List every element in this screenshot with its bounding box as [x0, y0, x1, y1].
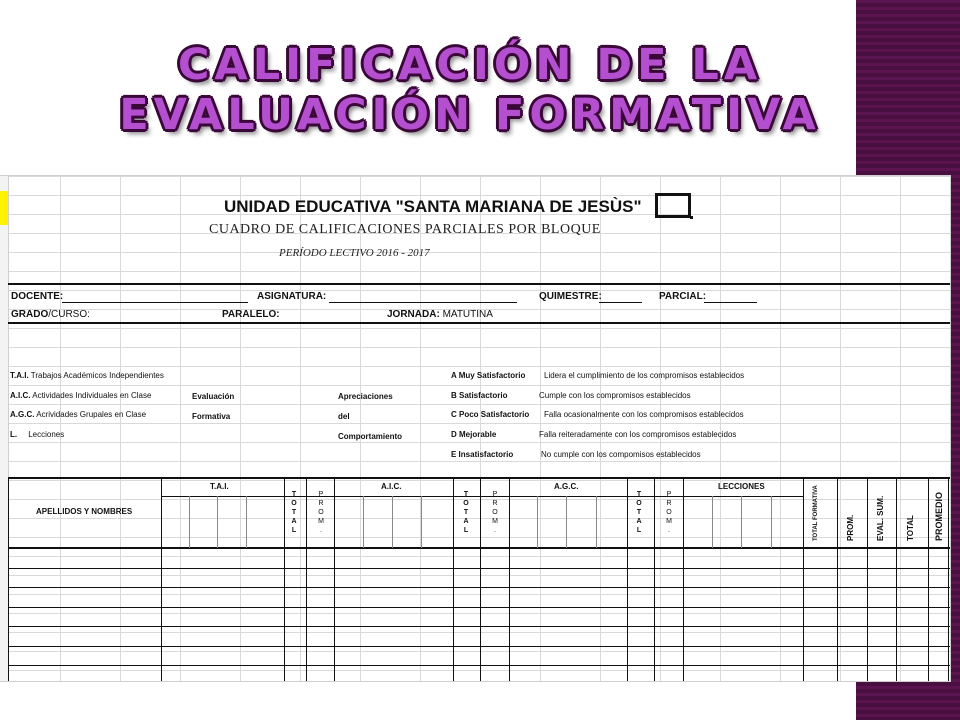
scale-level: D Mejorable: [451, 430, 497, 439]
legend-abbr: L.: [10, 430, 18, 439]
scale-level: B Satisfactorio: [451, 391, 508, 400]
field-grado: [11, 309, 90, 320]
column-line: [480, 477, 481, 681]
column-line: [189, 496, 190, 548]
legend-item: [10, 430, 64, 439]
column-line: [596, 496, 597, 548]
divider-line: [8, 283, 950, 285]
school-name: UNIDAD EDUCATIVA "SANTA MARIANA DE JESÙS": [224, 197, 642, 216]
legend-abbr: T.A.I.: [10, 371, 29, 380]
column-line: [928, 477, 929, 681]
prom-vertical-aic: P R O M .: [492, 491, 498, 534]
scale-desc: No cumple con los compomisos establecidos: [541, 450, 701, 459]
field-asignatura: ASIGNATURA:: [257, 291, 327, 302]
column-line: [837, 477, 838, 681]
column-line: [771, 496, 772, 548]
column-line: [334, 477, 335, 681]
scale-level: A Muy Satisfactorio: [451, 371, 526, 380]
table-row: [8, 568, 950, 569]
field-jornada-value: MATUTINA: [442, 309, 493, 320]
prom-vertical-tai: P R O M .: [318, 491, 324, 534]
total-formativa-header: TOTAL FORMATIVA: [813, 485, 819, 541]
prom-header: PROM.: [846, 514, 855, 541]
column-line: [566, 496, 567, 548]
field-paralelo: PARALELO:: [222, 309, 280, 320]
slide-title-line-1: CALIFICACIÓN DE LA: [177, 40, 763, 90]
column-line: [284, 477, 285, 681]
checkbox-icon: [655, 193, 691, 218]
column-line: [867, 477, 868, 681]
legend-del: del: [338, 412, 350, 421]
legend-item: [10, 371, 164, 380]
column-line: [453, 477, 454, 681]
column-line: [683, 477, 684, 681]
column-line: [896, 477, 897, 681]
table-row: [8, 626, 950, 627]
legend-formativa: Formativa: [192, 412, 231, 421]
total-vertical-aic: T O T A L: [463, 491, 469, 534]
scale-desc: Falla ocasionalmente con los compromisos establecidos: [544, 410, 744, 419]
scale-desc: Cumple con los compromisos establecidos: [539, 391, 691, 400]
table-row: [8, 646, 950, 647]
parcial-underline: [704, 302, 757, 303]
scale-desc: Falla reiteradamente con los compromisos establecidos: [539, 430, 737, 439]
legend-evaluacion: Evaluación: [192, 392, 235, 401]
legend-text: Lecciones: [28, 430, 65, 439]
legend-abbr: A.I.C.: [10, 391, 31, 400]
table-row: [8, 587, 950, 588]
docente-underline: [62, 302, 248, 303]
group-aic: A.I.C.: [381, 482, 402, 491]
column-line: [306, 477, 307, 681]
column-line: [161, 477, 162, 681]
legend-apreciaciones: Apreciaciones: [338, 392, 393, 401]
column-line: [948, 477, 949, 681]
total-vertical-tai: T O T A L: [291, 491, 297, 534]
column-line: [803, 477, 804, 681]
column-line: [712, 496, 713, 548]
field-jornada-label: JORNADA:: [387, 309, 440, 320]
column-line: [741, 496, 742, 548]
table-top-border: [8, 477, 950, 479]
slide-title-line-2: EVALUACIÓN FORMATIVA: [119, 90, 821, 140]
legend-item: [10, 410, 146, 419]
column-line: [509, 477, 510, 681]
group-tai: T.A.I.: [210, 482, 229, 491]
total-header: TOTAL: [906, 515, 915, 541]
spreadsheet-image: [0, 176, 950, 681]
selected-cell-highlight: [0, 191, 8, 225]
field-jornada: [387, 309, 493, 320]
legend-abbr: A.G.C.: [10, 410, 35, 419]
scale-level: E Insatisfactorio: [451, 450, 514, 459]
column-line: [363, 496, 364, 548]
field-docente: DOCENTE:: [11, 291, 64, 302]
legend-comportamiento: Comportamiento: [338, 432, 402, 441]
asignatura-underline: [329, 302, 517, 303]
legend-text: Trabajos Académicos Independientes: [30, 371, 164, 380]
sheet-subtitle: CUADRO DE CALIFICACIONES PARCIALES POR BLOQUE: [209, 222, 601, 237]
names-header: APELLIDOS Y NOMBRES: [36, 507, 133, 516]
column-line: [421, 496, 422, 548]
eval-sum-header: EVAL. SUM.: [876, 495, 885, 541]
table-row: [8, 665, 950, 666]
school-period: PERÍODO LECTIVO 2016 - 2017: [279, 247, 430, 259]
column-line: [246, 496, 247, 548]
column-line: [627, 477, 628, 681]
field-quimestre: QUIMESTRE:: [539, 291, 602, 302]
total-vertical-agc: T O T A L: [636, 491, 642, 534]
field-grado-label: GRADO: [11, 309, 49, 320]
column-line: [537, 496, 538, 548]
legend-item: [10, 391, 151, 400]
table-header-bottom-border: [8, 547, 950, 549]
table-row: [8, 607, 950, 608]
field-parcial: PARCIAL:: [659, 291, 707, 302]
field-curso-label: /CURSO:: [48, 309, 90, 320]
quimestre-underline: [599, 302, 642, 303]
table-header-divider: [161, 496, 804, 497]
group-lecciones: LECCIONES: [718, 482, 765, 491]
scale-desc: Lidera el cumplimiento de los compromisos establecidos: [544, 371, 745, 380]
legend-text: Actividades Individuales en Clase: [32, 391, 152, 400]
group-agc: A.G.C.: [554, 482, 579, 491]
column-line: [654, 477, 655, 681]
legend-text: Acrividades Grupales en Clase: [36, 410, 147, 419]
scale-level: C Poco Satisfactorio: [451, 410, 530, 419]
divider-line: [8, 322, 950, 324]
column-line: [8, 477, 9, 681]
column-line: [217, 496, 218, 548]
promedio-header: PROMEDIO: [934, 491, 944, 541]
prom-vertical-agc: P R O M .: [666, 491, 672, 534]
column-line: [392, 496, 393, 548]
